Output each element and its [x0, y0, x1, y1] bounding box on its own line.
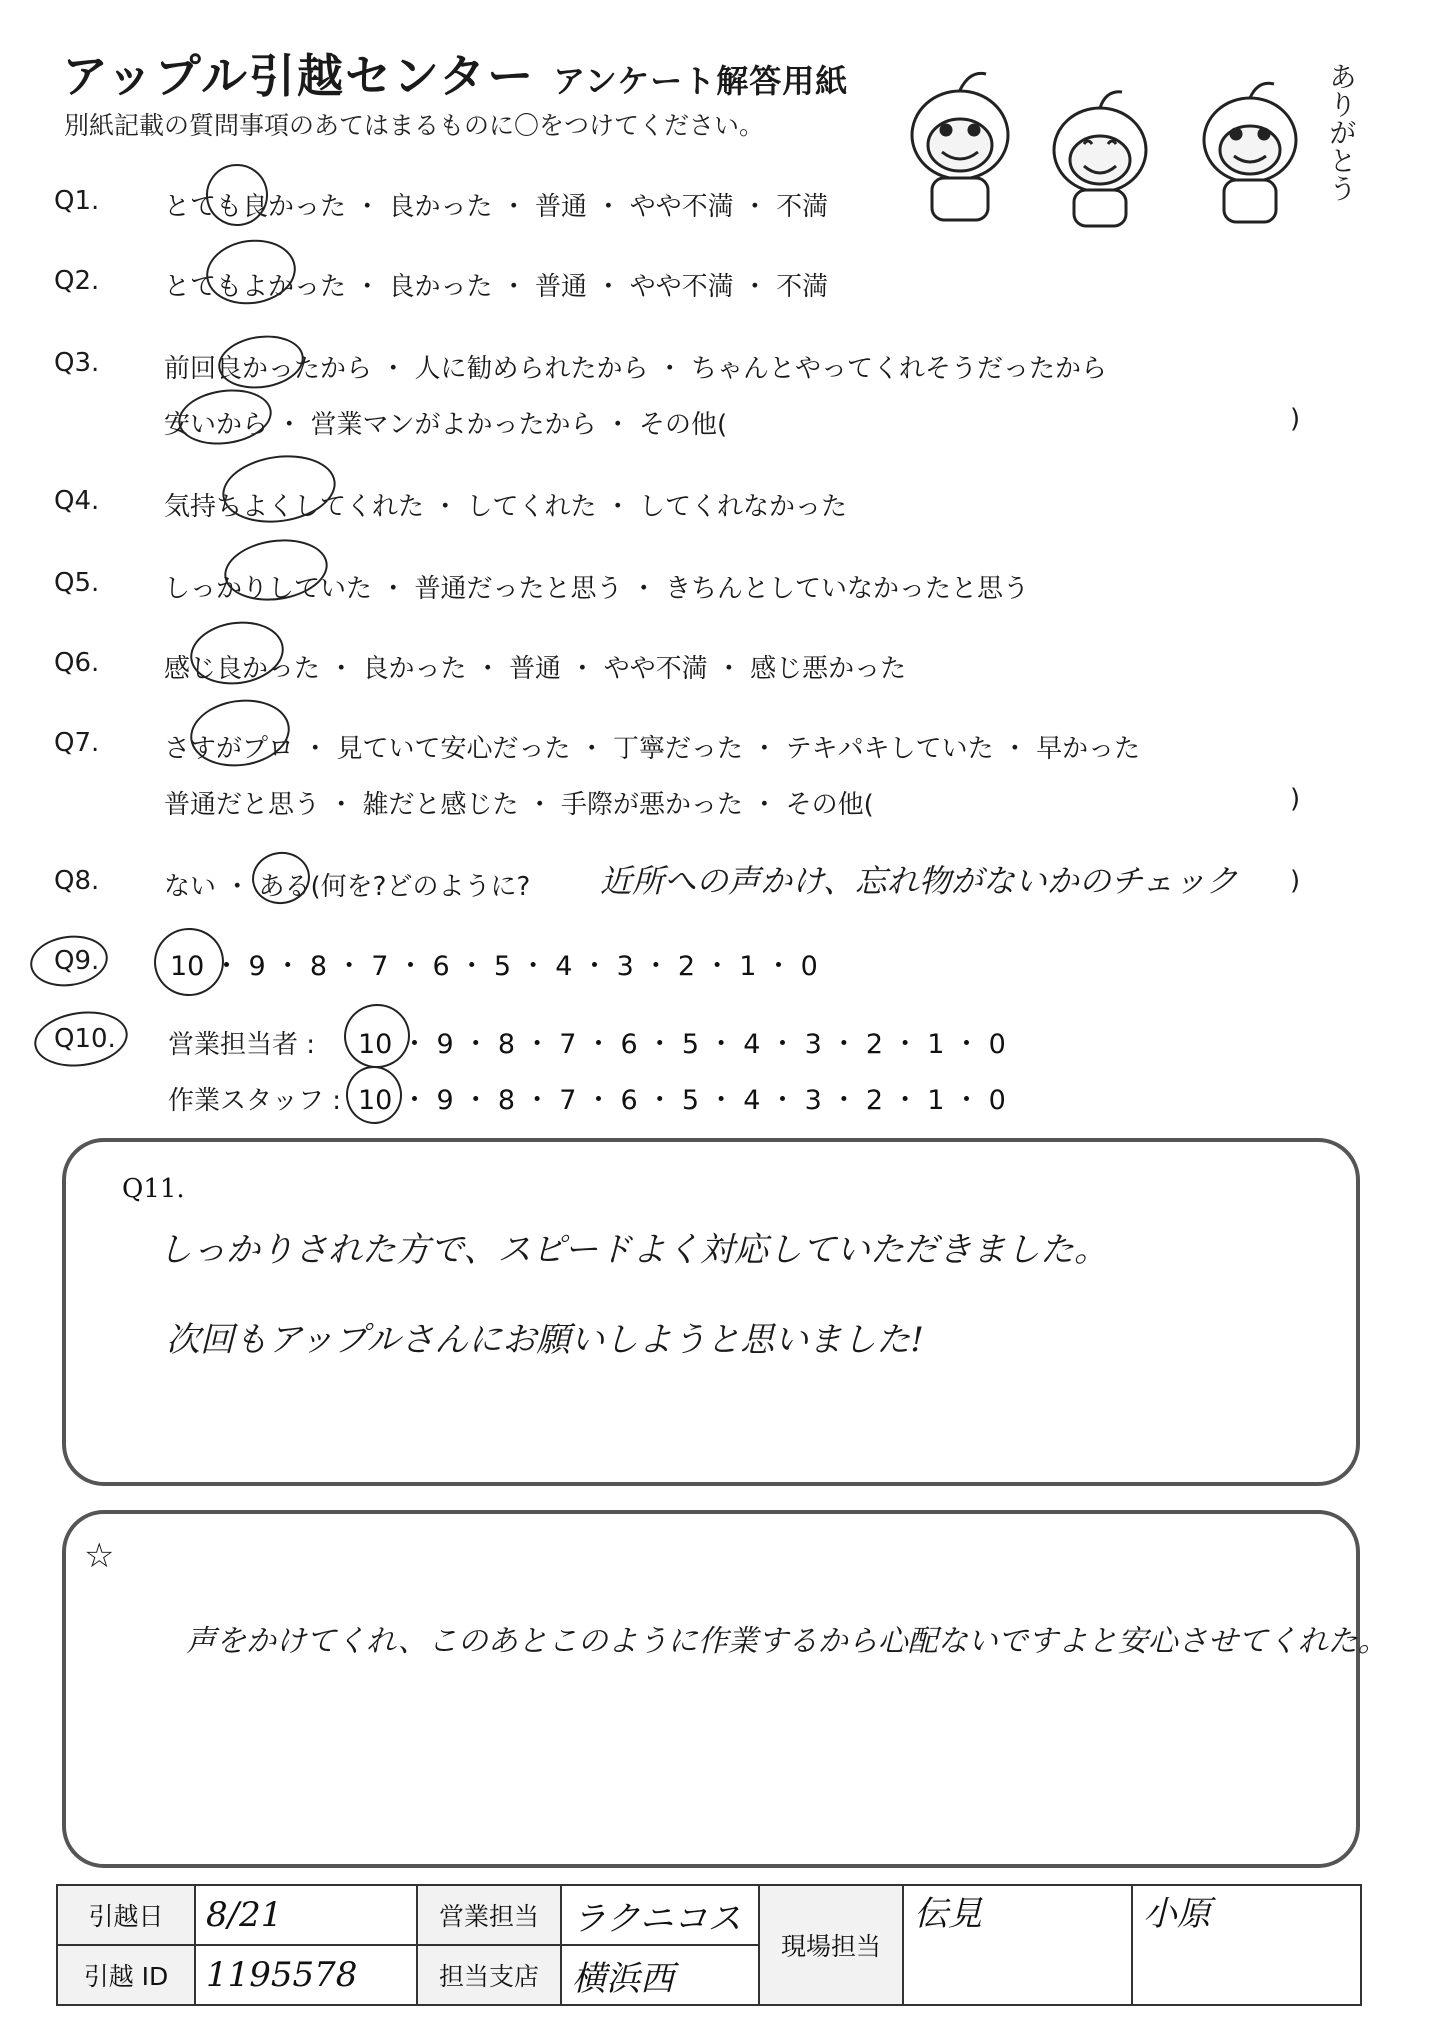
question-options[interactable]: とてもよかった ・ 良かった ・ 普通 ・ やや不満 ・ 不満 [164, 272, 829, 302]
question-options[interactable]: 感じ良かった ・ 良かった ・ 普通 ・ やや不満 ・ 感じ悪かった [164, 654, 907, 684]
q10-sales-scale[interactable]: 10 ・ 9 ・ 8 ・ 7 ・ 6 ・ 5 ・ 4 ・ 3 ・ 2 ・ 1 ・ 0 [358, 1029, 1006, 1060]
question-number: Q7. [54, 728, 100, 758]
move-date-label: 引越日 [57, 1885, 195, 1945]
question-options[interactable]: 安いから ・ 営業マンがよかったから ・ その他( [164, 410, 728, 440]
q11-comment-box[interactable] [62, 1138, 1360, 1486]
question-number: Q2. [54, 266, 100, 296]
question-circle [31, 1006, 132, 1073]
q10-staff-scale[interactable]: 10 ・ 9 ・ 8 ・ 7 ・ 6 ・ 5 ・ 4 ・ 3 ・ 2 ・ 1 ・ 0 [358, 1085, 1006, 1116]
footer-table [56, 1884, 1362, 2006]
question-options[interactable]: とても良かった ・ 良かった ・ 普通 ・ やや不満 ・ 不満 [164, 192, 829, 222]
question-options[interactable]: 前回良かったから ・ 人に勧められたから ・ ちゃんとやってくれそうだったから [164, 354, 1108, 384]
monkey-icon [1054, 92, 1146, 226]
q11-comment-line2: 次回もアップルさんにお願いしようと思いました! [166, 1320, 924, 1360]
q11-label: Q11. [122, 1174, 185, 1204]
star-icon: ☆ [84, 1536, 115, 1576]
page-title [62, 40, 848, 106]
paren-close: ) [1290, 404, 1301, 434]
q10-staff-label: 作業スタッフ : [168, 1086, 342, 1116]
site-label: 現場担当 [759, 1885, 903, 2005]
paren-close: ) [1290, 866, 1301, 896]
question-number: Q3. [54, 348, 100, 378]
question-circle [27, 931, 111, 991]
question-options[interactable]: ない ・ ある(何を?どのように? [164, 872, 531, 902]
question-options[interactable]: しっかりしていた ・ 普通だったと思う ・ きちんとしていなかったと思う [164, 574, 1030, 604]
question-options[interactable]: 気持ちよくしてくれた ・ してくれた ・ してくれなかった [164, 492, 848, 522]
paren-close: ) [1290, 784, 1301, 814]
q8-handwritten-answer: 近所への声かけ、忘れ物がないかのチェック [600, 862, 1238, 900]
move-id-value[interactable]: 1195578 [195, 1945, 417, 2005]
monkey-icon [1204, 83, 1296, 222]
branch-label: 担当支店 [417, 1945, 561, 2005]
question-number: Q6. [54, 648, 100, 678]
question-options[interactable]: さすがプロ ・ 見ていて安心だった ・ 丁寧だった ・ テキパキしていた ・ 早かった [164, 734, 1141, 764]
selection-circle [150, 923, 229, 1000]
question-number: Q10. [54, 1024, 116, 1054]
question-number: Q5. [54, 568, 100, 598]
selection-circle [340, 1000, 414, 1073]
selection-circle [342, 1062, 406, 1127]
form-subtitle: アンケート解答用紙 [553, 62, 849, 100]
move-id-label: 引越 ID [57, 1945, 195, 2005]
sales-label: 営業担当 [417, 1885, 561, 1945]
q10-sales-label: 営業担当者 : [168, 1030, 316, 1060]
q11-comment-line1: しっかりされた方で、スピードよく対応していただきました。 [158, 1230, 1108, 1270]
sales-value[interactable]: ラクニコス [561, 1885, 759, 1945]
monkey-icon [912, 73, 1008, 220]
move-date-value[interactable]: 8/21 [195, 1885, 417, 1945]
question-number: Q4. [54, 486, 100, 516]
instruction-text: 別紙記載の質問事項のあてはまるものに〇をつけてください。 [64, 111, 765, 140]
star-comment-box[interactable] [62, 1510, 1388, 1868]
star-comment-line1: 声をかけてくれ、このあとこのように作業するから心配ないですよと安心させてくれた。 [186, 1624, 1388, 1659]
branch-value[interactable]: 横浜西 [561, 1945, 759, 2005]
question-number: Q1. [54, 186, 100, 216]
thanks-text: ありがとう [1325, 62, 1358, 202]
company-name: アップル引越センター [62, 49, 536, 103]
site-value-1[interactable]: 伝見 [903, 1885, 1132, 2005]
question-number: Q9. [54, 946, 100, 976]
mascot-illustration [880, 40, 1350, 230]
q9-scale[interactable]: 10 ・ 9 ・ 8 ・ 7 ・ 6 ・ 5 ・ 4 ・ 3 ・ 2 ・ 1 ・ 0 [170, 951, 818, 982]
question-options[interactable]: 普通だと思う ・ 雑だと感じた ・ 手際が悪かった ・ その他( [164, 790, 874, 820]
question-number: Q8. [54, 866, 100, 896]
site-value-2[interactable]: 小原 [1132, 1885, 1361, 2005]
